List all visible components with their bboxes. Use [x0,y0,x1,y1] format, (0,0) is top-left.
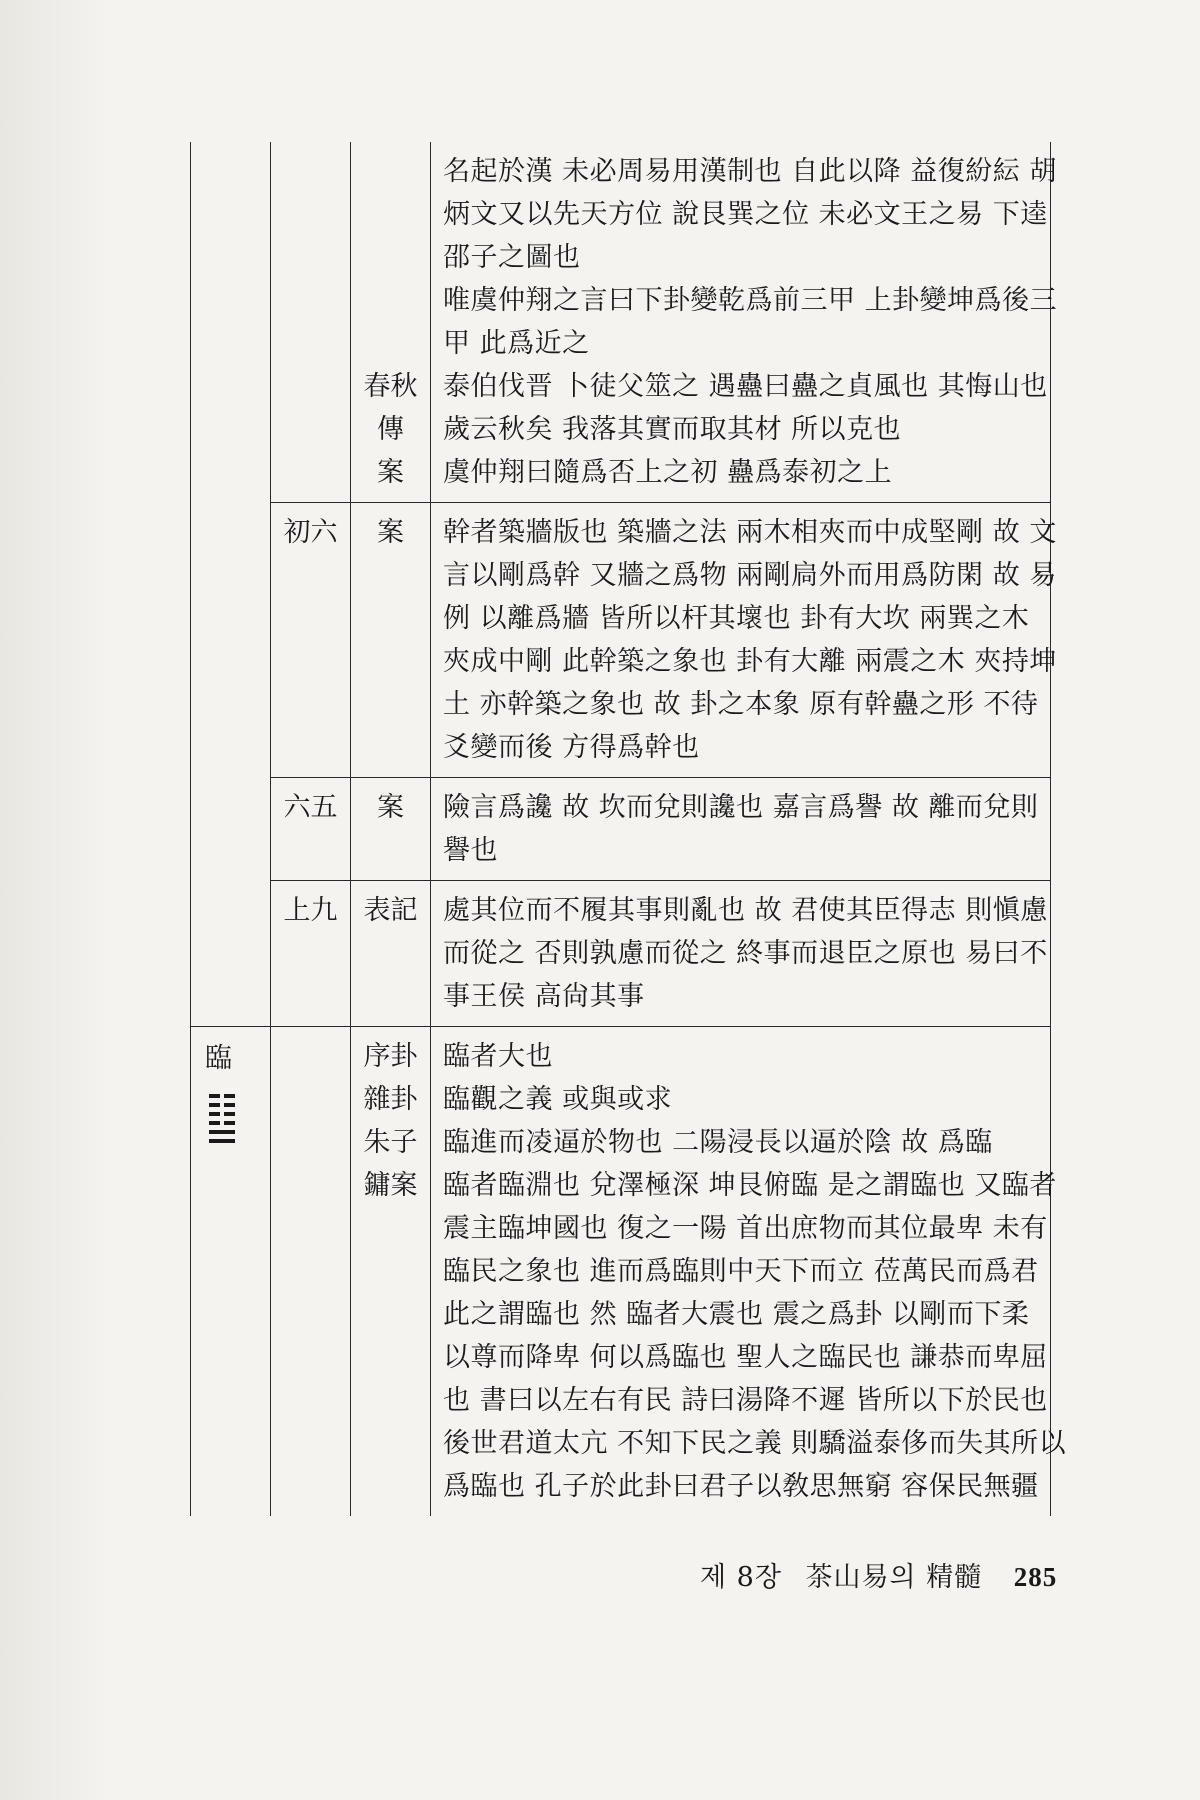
line-segment [224,1103,235,1107]
line-segment [209,1103,220,1107]
table-row [191,778,1051,881]
text-line: 虞仲翔曰隨爲否上之初 蠱爲泰初之上 [443,457,893,488]
text-line: 例 以離爲牆 皆所以杆其壞也 卦有大坎 兩巽之木 [443,603,1030,634]
source-label [351,1336,430,1379]
text-line: 處其位而不履其事則亂也 故 君使其臣得志 則愼慮 [443,895,1048,926]
text-line: 臨者大也 [443,1041,553,1072]
text-line: 泰伯伐晋 卜徒父筮之 遇蠱曰蠱之貞風也 其悔山也 [443,371,1048,402]
line-segment [209,1094,220,1098]
hexagram-symbol-icon [209,1094,270,1143]
source-label [351,829,430,872]
commentary-table [190,142,1067,1516]
text-line: 此之謂臨也 然 臨者大震也 震之爲卦 以剛而下柔 [443,1299,1030,1330]
page-number: 285 [1013,1562,1058,1592]
hexagram-cell [191,1027,271,1517]
line-segment [209,1121,220,1125]
text-line: 名起於漢 未必周易用漢制也 自此以降 益復紛紜 胡 [443,156,1057,187]
text-line: 臨者臨淵也 兌澤極深 坤艮俯臨 是之謂臨也 又臨者 [443,1170,1057,1201]
text-line: 邵子之圖也 [443,242,581,273]
source-label-cell [351,142,431,503]
hexagram-cell [191,142,271,503]
source-label [351,597,430,640]
text-line: 臨觀之義 或與或求 [443,1084,673,1115]
line-position-cell: 初六 [271,503,351,778]
line-segment [209,1112,220,1116]
source-label: 案 [377,457,404,488]
source-label [351,193,430,236]
text-line: 也 書曰以左右有民 詩曰湯降不遲 皆所以下於民也 [443,1385,1048,1416]
table-row [191,142,1051,503]
hexagram-line [209,1130,235,1134]
text-line: 震主臨坤國也 復之一陽 首出庶物而其位最卑 未有 [443,1213,1048,1244]
source-label [351,640,430,683]
source-label-cell [351,881,431,1027]
line-segment [224,1112,235,1116]
source-label [351,683,430,726]
text-line: 爻變而後 方得爲幹也 [443,732,700,763]
text-line: 事王侯 高尙其事 [443,981,645,1012]
line-segment [224,1094,235,1098]
hexagram-line [209,1103,235,1107]
hexagram-line [209,1112,235,1116]
text-line: 夾成中剛 此幹築之象也 卦有大離 兩震之木 夾持坤 [443,646,1057,677]
text-line: 而從之 否則孰慮而從之 終事而退臣之原也 易曰不 [443,938,1048,969]
source-label [351,726,430,769]
hexagram-cell [191,778,271,881]
hexagram-row [191,1027,1051,1517]
text-line: 險言爲讒 故 坎而兌則讒也 嘉言爲譽 故 離而兌則 [443,792,1039,823]
table-row [191,881,1051,1027]
source-label: 序卦 [363,1041,418,1072]
text-line: 臨民之象也 進而爲臨則中天下而立 莅萬民而爲君 [443,1256,1039,1287]
line-position-cell [271,142,351,503]
text-line: 唯虞仲翔之言曰下卦變乾爲前三甲 上卦變坤爲後三 [443,285,1058,316]
table-row [191,503,1051,778]
text-line: 歲云秋矣 我落其實而取其材 所以克也 [443,414,902,445]
commentary-text-cell [431,881,1051,1027]
text-line: 土 亦幹築之象也 故 卦之本象 原有幹蠱之形 不待 [443,689,1039,720]
footer-chapter-title: 茶山易의 精髓 [805,1562,983,1593]
source-label-cell [351,503,431,778]
source-label [351,554,430,597]
source-label [351,1250,430,1293]
source-label [351,1207,430,1250]
source-label: 雜卦 [363,1084,418,1115]
page-footer [700,1555,1057,1594]
source-label-cell [351,1027,431,1517]
text-line: 後世君道太亢 不知下民之義 則驕溢泰侈而失其所以 [443,1428,1067,1459]
source-label: 春秋 [363,371,418,402]
source-label: 傳 [377,414,404,445]
source-label-cell [351,778,431,881]
source-label [351,975,430,1018]
source-label [351,1379,430,1422]
text-line: 以尊而降卑 何以爲臨也 聖人之臨民也 謙恭而卑屈 [443,1342,1048,1373]
source-label [351,236,430,279]
source-label: 表記 [363,895,418,926]
hexagram-line [209,1094,235,1098]
source-label: 朱子 [363,1127,418,1158]
text-line: 言以剛爲幹 又牆之爲物 兩剛扃外而用爲防閑 故 易 [443,560,1057,591]
commentary-text-cell [431,142,1058,503]
text-line: 炳文又以先天方位 說艮巽之位 未必文王之易 下逵 [443,199,1048,230]
commentary-text-cell [431,778,1051,881]
commentary-text-cell [431,503,1057,778]
text-line: 臨進而凌逼於物也 二陽浸長以逼於陰 故 爲臨 [443,1127,993,1158]
hexagram-name: 臨 [205,1043,232,1074]
text-line: 甲 此爲近之 [443,328,590,359]
hexagram-cell [191,881,271,1027]
line-segment [224,1121,235,1125]
line-segment [209,1139,235,1143]
text-line: 幹者築牆版也 築牆之法 兩木相夾而中成堅剛 故 文 [443,517,1057,548]
source-label: 案 [377,792,404,823]
hexagram-line [209,1139,235,1143]
source-label [351,1422,430,1465]
source-label: 鏞案 [363,1170,418,1201]
text-line: 譽也 [443,835,498,866]
hexagram-cell [191,503,271,778]
line-position-cell: 六五 [271,778,351,881]
line-segment [209,1130,235,1134]
footer-chapter: 제 8장 [700,1562,782,1593]
line-position-cell [271,1027,351,1517]
commentary-text-cell [431,1027,1067,1517]
hexagram-line [209,1121,235,1125]
source-label [351,322,430,365]
page-edge-shadow [0,0,110,1800]
source-label: 案 [377,517,404,548]
source-label [351,150,430,193]
source-label [351,279,430,322]
text-line: 爲臨也 孔子於此卦曰君子以敎思無窮 容保民無疆 [443,1471,1039,1502]
source-label [351,932,430,975]
source-label [351,1293,430,1336]
source-label [351,1465,430,1508]
line-position-cell: 上九 [271,881,351,1027]
table-body [191,142,1067,1516]
